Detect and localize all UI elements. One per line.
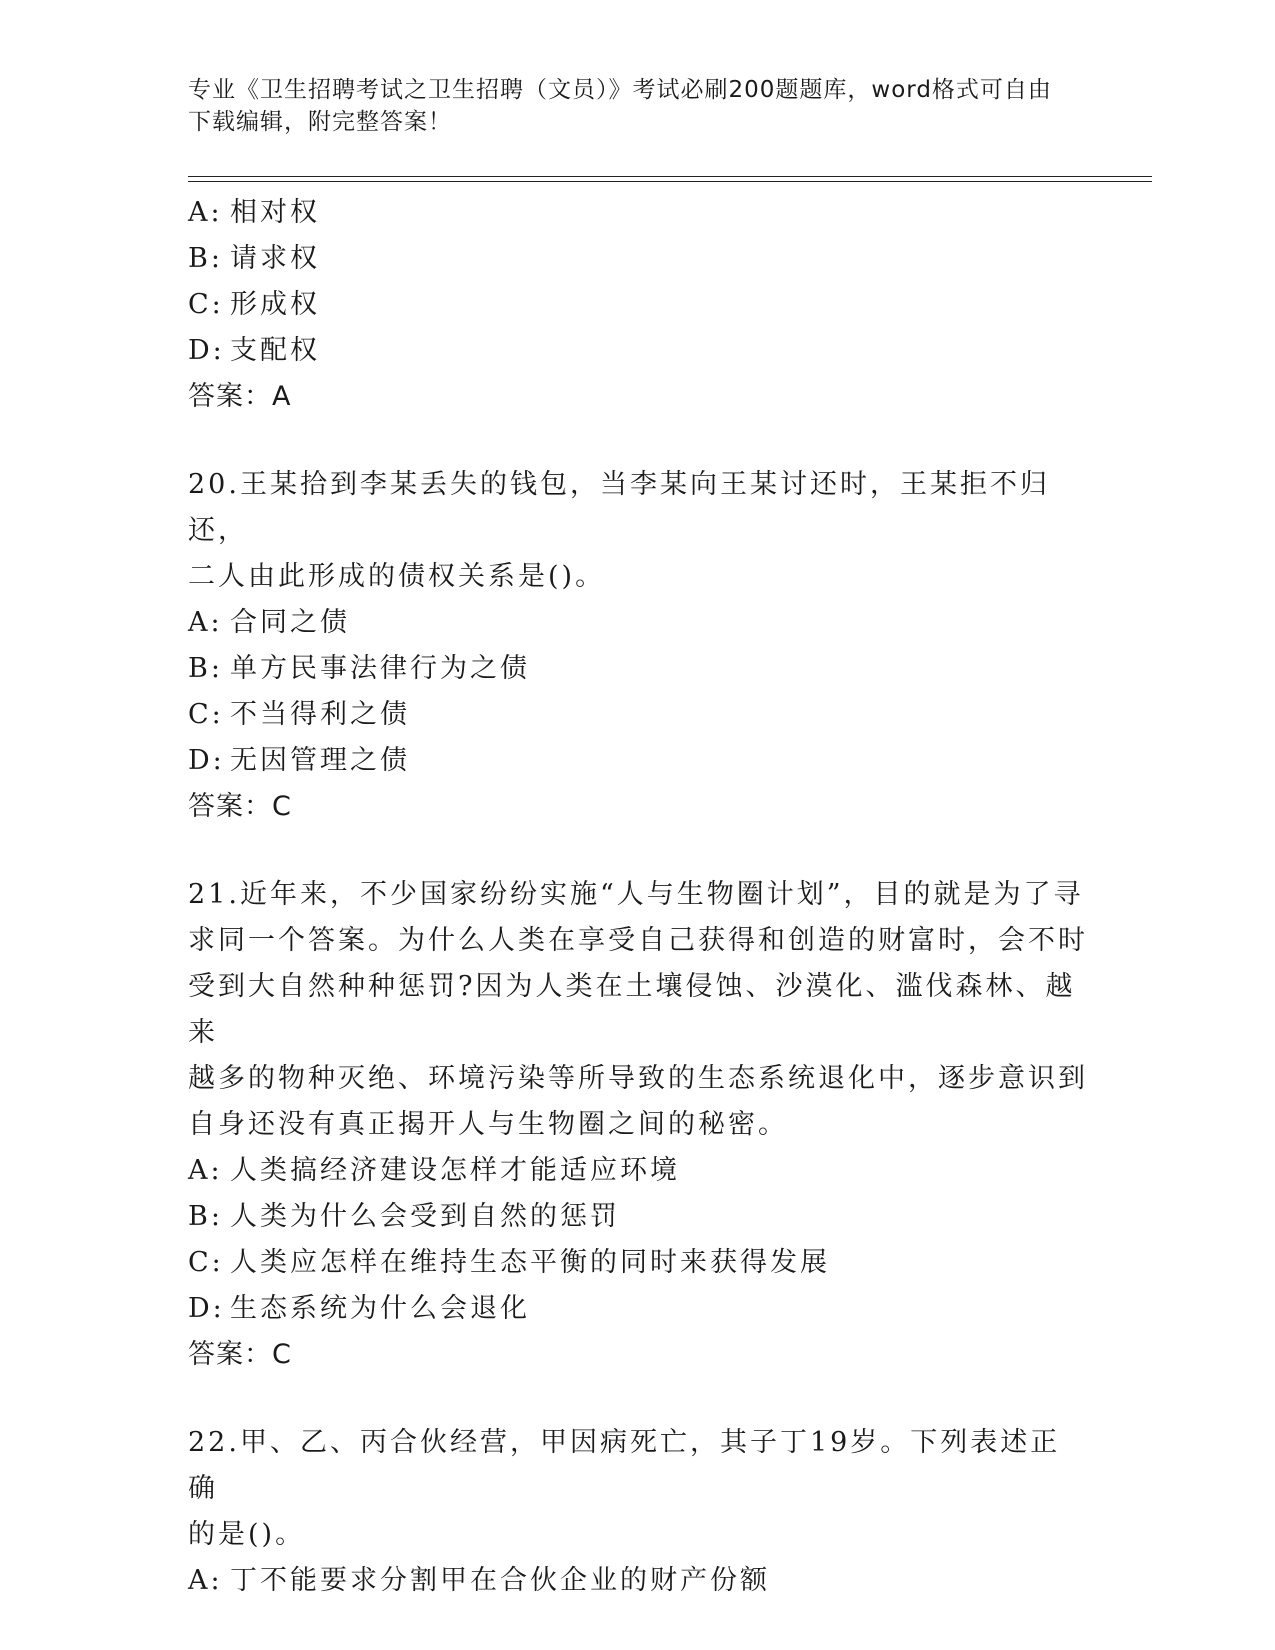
question-stem [188,872,1088,1148]
question-stem [188,462,1088,600]
option-text: 人类为什么会受到自然的惩罚 [230,1201,620,1232]
option-text: 生态系统为什么会退化 [230,1293,530,1324]
option-text: 相对权 [230,197,320,228]
stem-line: 二人由此形成的债权关系是()。 [188,561,606,592]
option-text: 单方民事法律行为之债 [230,653,530,684]
option-text: 合同之债 [230,607,350,638]
option-a [188,1148,1088,1194]
option-letter: C: [188,699,224,730]
option-d [188,328,1088,374]
stem-line: 22.甲、乙、丙合伙经营，甲因病死亡，其子丁19岁。下列表述正确 [188,1427,1061,1504]
stem-line: 自身还没有真正揭开人与生物圈之间的秘密。 [188,1109,788,1140]
option-b [188,646,1088,692]
option-text: 支配权 [230,335,320,366]
option-text: 人类应怎样在维持生态平衡的同时来获得发展 [230,1247,830,1278]
question-22 [188,1420,1088,1604]
answer: 答案：C [188,1339,292,1370]
stem-line: 的是()。 [188,1519,306,1550]
option-a [188,600,1088,646]
option-b [188,236,1088,282]
option-letter: A: [188,197,223,228]
option-text: 人类搞经济建设怎样才能适应环境 [230,1155,680,1186]
option-letter: D: [188,1293,225,1324]
option-b [188,1194,1088,1240]
question-19 [188,190,1088,420]
stem-line: 越多的物种灭绝、环境污染等所导致的生态系统退化中，逐步意识到 [188,1063,1088,1094]
option-letter: A: [188,1565,223,1596]
option-text: 不当得利之债 [230,699,410,730]
option-letter: A: [188,1155,223,1186]
question-list [188,190,1088,1604]
question-21 [188,872,1088,1378]
header-rule-top [188,176,1152,177]
option-a [188,190,1088,236]
option-letter: C: [188,1247,224,1278]
header-rule-bottom [188,181,1152,182]
option-c [188,1240,1088,1286]
option-letter: D: [188,745,225,776]
stem-line: 20.王某拾到李某丢失的钱包，当李某向王某讨还时，王某拒不归还， [188,469,1050,546]
option-text: 丁不能要求分割甲在合伙企业的财产份额 [230,1565,770,1596]
option-text: 无因管理之债 [230,745,410,776]
option-d [188,1286,1088,1332]
option-letter: B: [188,1201,223,1232]
stem-line: 求同一个答案。为什么人类在享受自己获得和创造的财富时，会不时 [188,925,1088,956]
answer: 答案：A [188,381,292,412]
question-20 [188,462,1088,830]
question-stem [188,1420,1088,1558]
option-letter: C: [188,289,224,320]
option-d [188,738,1088,784]
option-text: 请求权 [230,243,320,274]
stem-line: 受到大自然种种惩罚?因为人类在土壤侵蚀、沙漠化、滥伐森林、越来 [188,971,1076,1048]
document-header: 专业《卫生招聘考试之卫生招聘（文员）》考试必刷200题题库，word格式可自由下载编辑，附完整答案！ [188,77,1052,135]
option-c [188,692,1088,738]
answer: 答案：C [188,791,292,822]
option-letter: D: [188,335,225,366]
option-letter: B: [188,243,223,274]
option-text: 形成权 [230,289,320,320]
option-letter: A: [188,607,223,638]
option-letter: B: [188,653,223,684]
option-a [188,1558,1088,1604]
stem-line: 21.近年来，不少国家纷纷实施“人与生物圈计划”，目的就是为了寻 [188,879,1084,910]
option-c [188,282,1088,328]
